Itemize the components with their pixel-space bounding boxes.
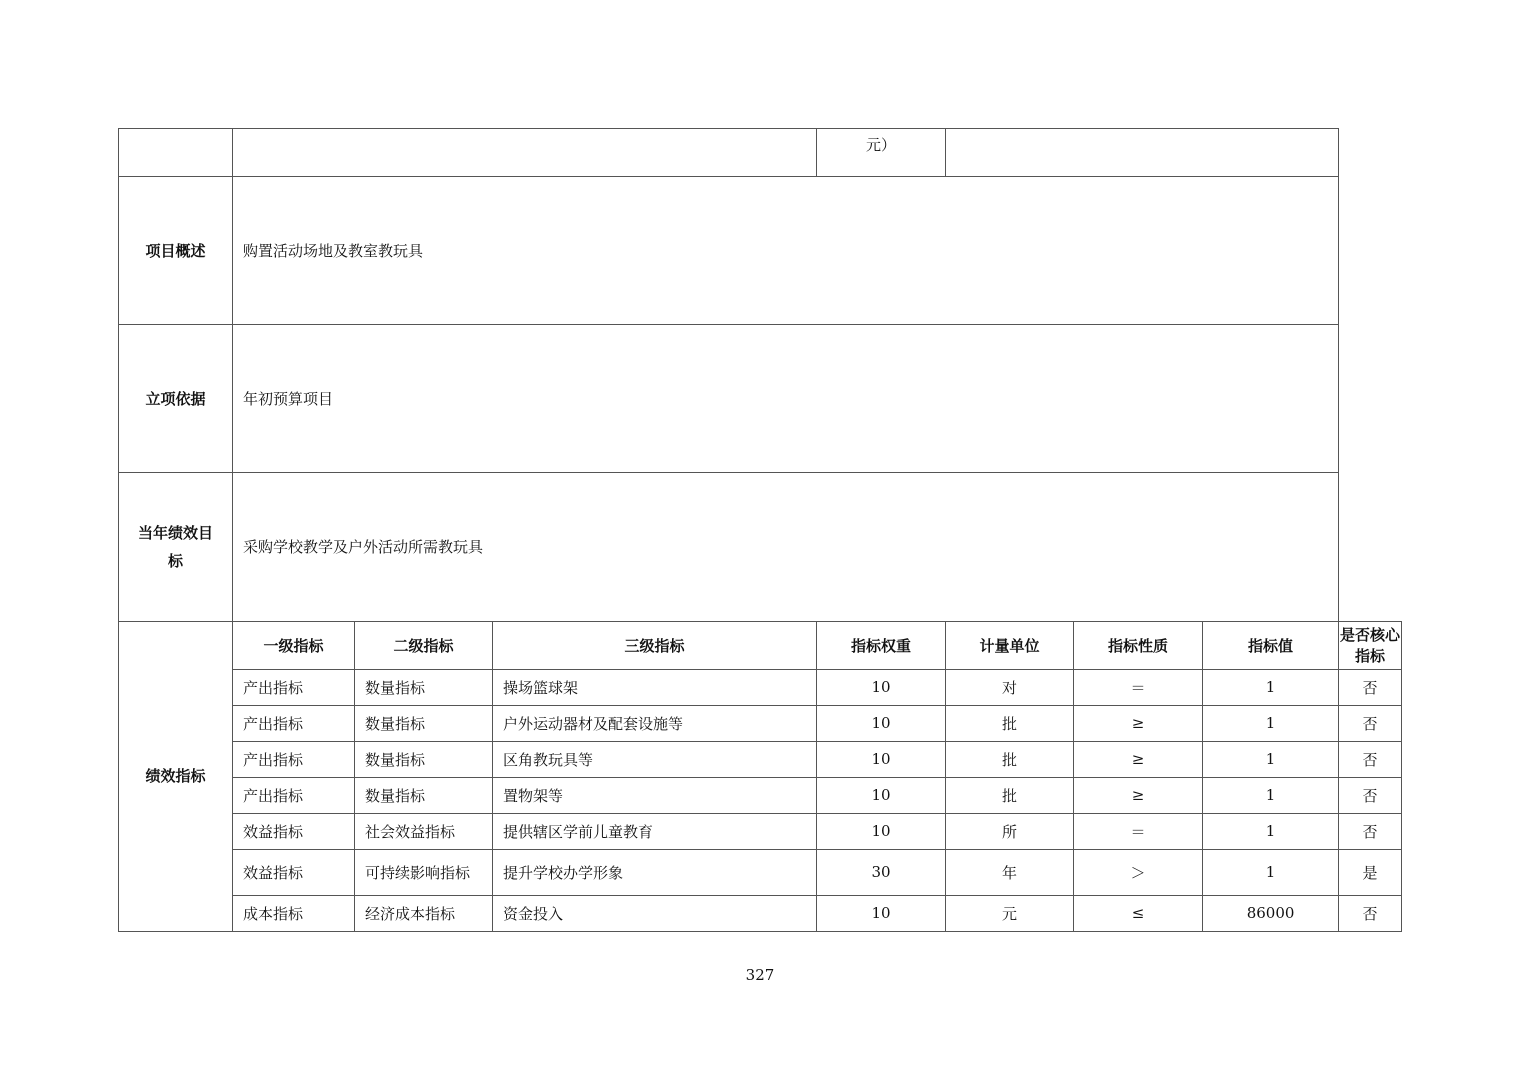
- value-cell: 1: [1203, 777, 1339, 813]
- indicator-header-row: [119, 621, 1402, 669]
- level2-cell: 数量指标: [355, 705, 493, 741]
- nature-cell: ≤: [1074, 895, 1203, 931]
- table-row: [119, 705, 1402, 741]
- level2-cell: 数量指标: [355, 669, 493, 705]
- unit-cell: 批: [946, 741, 1074, 777]
- goal-content: 采购学校教学及户外活动所需教玩具: [233, 473, 1339, 621]
- level3-cell: 户外运动器材及配套设施等: [493, 705, 817, 741]
- value-cell: 1: [1203, 741, 1339, 777]
- level1-cell: 产出指标: [233, 741, 355, 777]
- value-cell: 1: [1203, 813, 1339, 849]
- indicators-label: 绩效指标: [119, 621, 233, 931]
- level1-cell: 产出指标: [233, 705, 355, 741]
- table-row: [119, 813, 1402, 849]
- unit-cell: 对: [946, 669, 1074, 705]
- header-level3: 三级指标: [493, 621, 817, 669]
- level3-cell: 提升学校办学形象: [493, 849, 817, 895]
- level3-cell: 资金投入: [493, 895, 817, 931]
- level1-cell: 效益指标: [233, 849, 355, 895]
- core-cell: 否: [1339, 669, 1402, 705]
- level1-cell: 成本指标: [233, 895, 355, 931]
- header-level1: 一级指标: [233, 621, 355, 669]
- nature-cell: ≥: [1074, 705, 1203, 741]
- weight-cell: 10: [817, 669, 946, 705]
- core-cell: 否: [1339, 741, 1402, 777]
- weight-cell: 10: [817, 895, 946, 931]
- weight-cell: 10: [817, 813, 946, 849]
- overview-label: 项目概述: [119, 177, 233, 325]
- level2-cell: 可持续影响指标: [355, 849, 493, 895]
- nature-cell: ＝: [1074, 669, 1203, 705]
- nature-cell: ＝: [1074, 813, 1203, 849]
- level3-cell: 操场篮球架: [493, 669, 817, 705]
- level2-cell: 经济成本指标: [355, 895, 493, 931]
- header-weight: 指标权重: [817, 621, 946, 669]
- core-cell: 否: [1339, 705, 1402, 741]
- level3-cell: 置物架等: [493, 777, 817, 813]
- table-row: [119, 895, 1402, 931]
- unit-cell: 批: [946, 777, 1074, 813]
- top-middle-cell: [233, 129, 817, 177]
- table-row: [119, 849, 1402, 895]
- value-cell: 1: [1203, 705, 1339, 741]
- goal-label: 当年绩效目标: [119, 473, 233, 621]
- top-continuation-row: [119, 129, 1402, 177]
- project-performance-table: [118, 128, 1402, 932]
- level3-cell: 区角教玩具等: [493, 741, 817, 777]
- core-cell: 是: [1339, 849, 1402, 895]
- header-unit: 计量单位: [946, 621, 1074, 669]
- table-row: [119, 741, 1402, 777]
- weight-cell: 10: [817, 705, 946, 741]
- level2-cell: 社会效益指标: [355, 813, 493, 849]
- value-cell: 1: [1203, 849, 1339, 895]
- goal-row: [119, 473, 1402, 621]
- header-nature: 指标性质: [1074, 621, 1203, 669]
- page-number: 327: [745, 966, 775, 984]
- level1-cell: 产出指标: [233, 777, 355, 813]
- unit-cell: 所: [946, 813, 1074, 849]
- basis-label: 立项依据: [119, 325, 233, 473]
- core-cell: 否: [1339, 777, 1402, 813]
- top-unit-cell: 元）: [817, 129, 946, 177]
- nature-cell: ≥: [1074, 741, 1203, 777]
- table-row: [119, 777, 1402, 813]
- unit-cell: 年: [946, 849, 1074, 895]
- top-right-cell: [946, 129, 1339, 177]
- nature-cell: ≥: [1074, 777, 1203, 813]
- weight-cell: 10: [817, 777, 946, 813]
- top-left-cell: [119, 129, 233, 177]
- header-value: 指标值: [1203, 621, 1339, 669]
- core-cell: 否: [1339, 813, 1402, 849]
- level3-cell: 提供辖区学前儿童教育: [493, 813, 817, 849]
- header-core: 是否核心指标: [1339, 621, 1402, 669]
- level1-cell: 效益指标: [233, 813, 355, 849]
- level2-cell: 数量指标: [355, 777, 493, 813]
- core-cell: 否: [1339, 895, 1402, 931]
- header-level2: 二级指标: [355, 621, 493, 669]
- value-cell: 86000: [1203, 895, 1339, 931]
- level1-cell: 产出指标: [233, 669, 355, 705]
- weight-cell: 30: [817, 849, 946, 895]
- level2-cell: 数量指标: [355, 741, 493, 777]
- basis-row: [119, 325, 1402, 473]
- unit-cell: 元: [946, 895, 1074, 931]
- basis-content: 年初预算项目: [233, 325, 1339, 473]
- weight-cell: 10: [817, 741, 946, 777]
- overview-content: 购置活动场地及教室教玩具: [233, 177, 1339, 325]
- overview-row: [119, 177, 1402, 325]
- value-cell: 1: [1203, 669, 1339, 705]
- nature-cell: ＞: [1074, 849, 1203, 895]
- table-row: [119, 669, 1402, 705]
- unit-cell: 批: [946, 705, 1074, 741]
